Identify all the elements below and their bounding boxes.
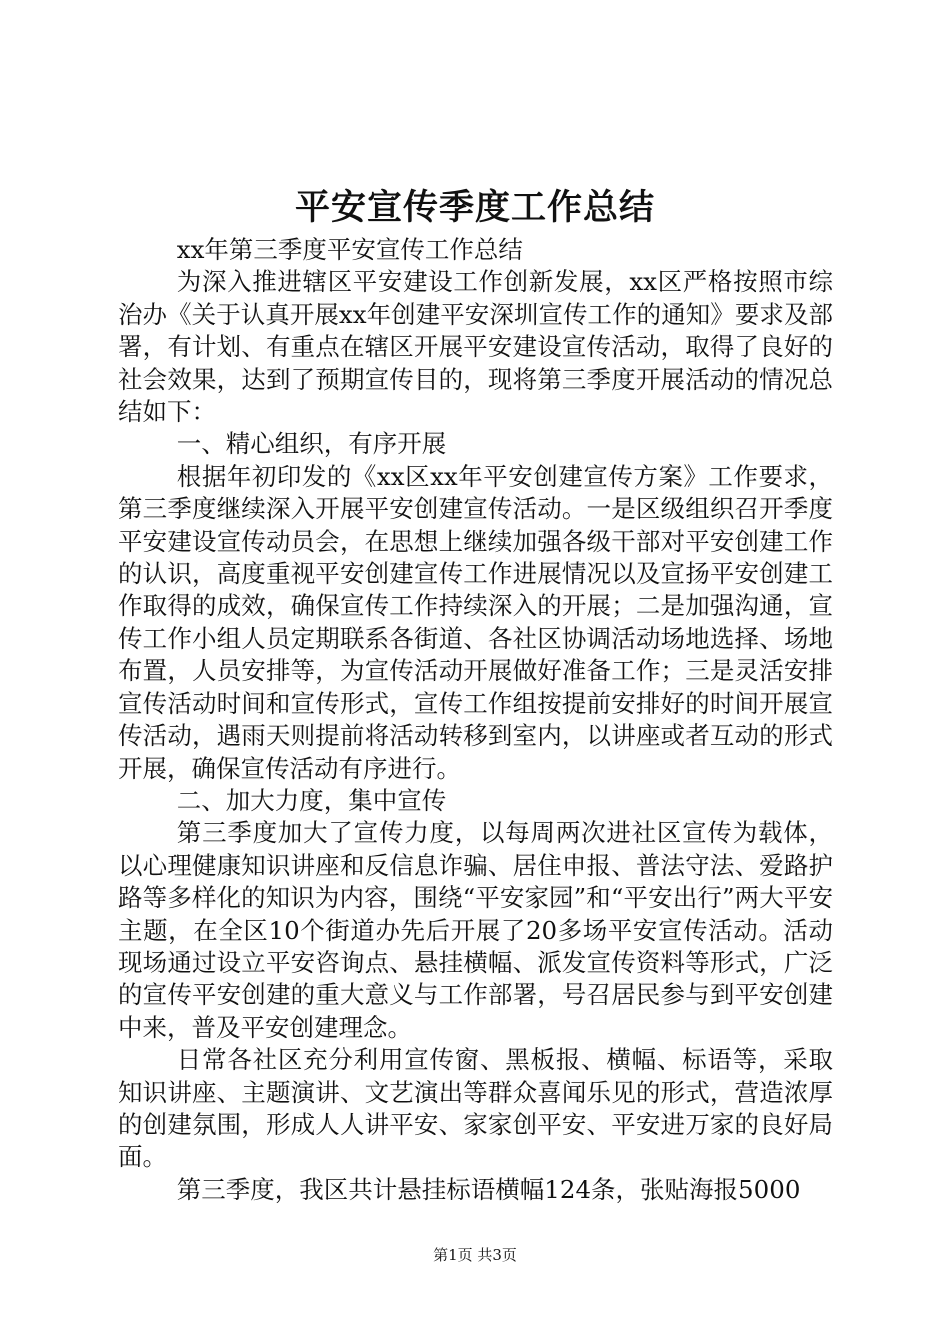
section-2-paragraph: 第三季度加大了宣传力度，以每周两次进社区宣传为载体，以心理健康知识讲座和反信息诈骗、居住申报、普法守法、爱路护路等多样化的知识为内容，围绕“平安家园”和“平安出行”两大平安主题，在全区10个街道办先后开展了20多场平安宣传活动。活动现场通过设立平安咨询点、悬挂横幅、派发宣传资料等形式，广泛的宣传平安创建的重大意义与工作部署，号召居民参与到平安创建中来，普及平安创建理念。 — [118, 818, 833, 1042]
intro-paragraph: 为深入推进辖区平安建设工作创新发展，xx区严格按照市综治办《关于认真开展xx年创建平安深圳宣传工作的通知》要求及部署，有计划、有重点在辖区开展平安建设宣传活动，取得了良好的社会效果，达到了预期宣传目的，现将第三季度开展活动的情况总结如下： — [118, 267, 833, 427]
daily-activities-paragraph: 日常各社区充分利用宣传窗、黑板报、横幅、标语等，采取知识讲座、主题演讲、文艺演出等群众喜闻乐见的形式，营造浓厚的创建氛围，形成人人讲平安、家家创平安、平安进万家的良好局面。 — [118, 1045, 833, 1172]
section-heading-1: 一、精心组织，有序开展 — [176, 429, 447, 459]
document-title: 平安宣传季度工作总结 — [294, 187, 655, 228]
section-1-paragraph: 根据年初印发的《xx区xx年平安创建宣传方案》工作要求，第三季度继续深入开展平安创建宣传活动。一是区级组织召开季度平安建设宣传动员会，在思想上继续加强各级干部对平安创建工作的认识，高度重视平安创建宣传工作进展情况以及宣扬平安创建工作取得的成效，确保宣传工作持续深入的开展；二是加强沟通，宣传工作小组人员定期联系各街道、各社区协调活动场地选择、场地布置，人员安排等，为宣传活动开展做好准备工作；三是灵活安排宣传活动时间和宣传形式，宣传工作组按提前安排好的时间开展宣传活动，遇雨天则提前将活动转移到室内，以讲座或者互动的形式开展，确保宣传活动有序进行。 — [118, 461, 833, 783]
statistics-paragraph: 第三季度，我区共计悬挂标语横幅124条，张贴海报5000 — [176, 1174, 801, 1204]
document-body — [118, 234, 833, 1206]
subtitle-paragraph: xx年第三季度平安宣传工作总结 — [176, 235, 523, 264]
page-number-footer: 第1页 共3页 — [433, 1246, 517, 1264]
section-heading-2: 二、加大力度，集中宣传 — [176, 785, 447, 815]
